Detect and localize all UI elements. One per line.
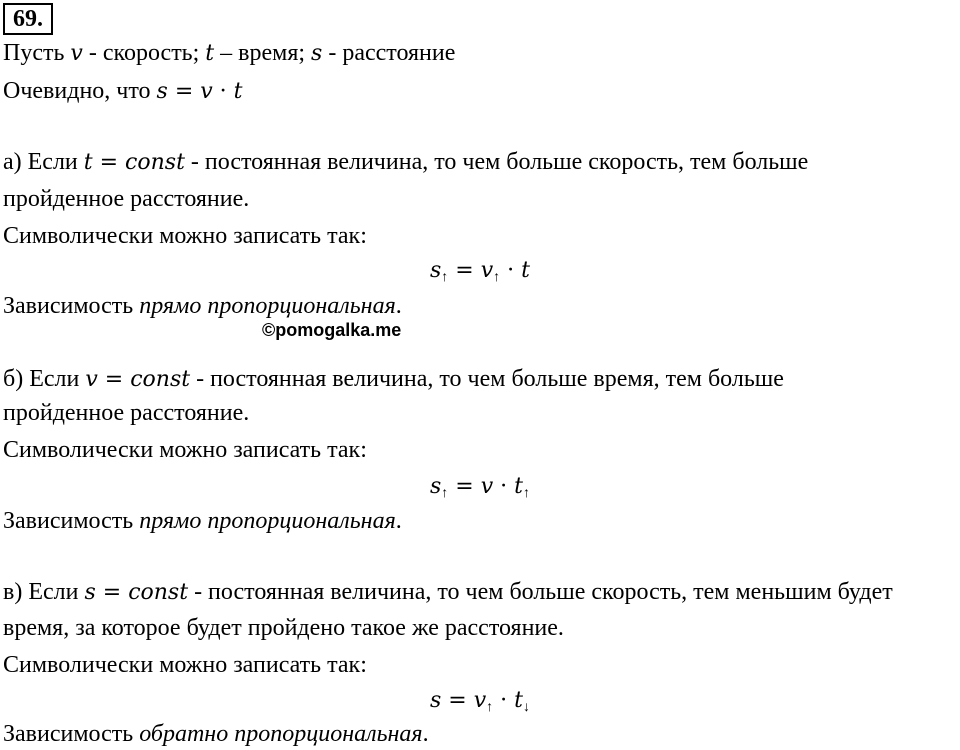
var-s: s: [311, 41, 323, 66]
formula-v: v: [480, 474, 494, 499]
part-b-eq: =: [97, 367, 131, 392]
part-b-prefix: б) Если: [3, 366, 86, 392]
dependency-end: .: [395, 293, 402, 319]
up-arrow-icon: ↑: [486, 700, 494, 715]
var-v: v: [70, 41, 83, 66]
part-c-eq: =: [95, 580, 129, 605]
intro-line-2: [3, 76, 243, 107]
formula-s: s: [156, 79, 168, 104]
part-a-symbolic: Символически можно записать так:: [3, 223, 367, 249]
part-a-line-1: [3, 147, 808, 178]
part-b-var: v: [85, 367, 98, 392]
dependency-label: Зависимость: [3, 293, 140, 319]
intro-text: Пусть: [3, 40, 71, 66]
formula-t: t: [521, 258, 530, 283]
part-c-prefix: в) Если: [3, 579, 85, 605]
part-b-dependency: [3, 506, 402, 536]
formula-s: s: [430, 474, 442, 499]
part-a-text: - постоянная величина, то чем больше скорость, тем больше: [184, 149, 809, 175]
formula-eq: =: [448, 258, 481, 283]
dependency-end: .: [422, 721, 429, 747]
part-a-formula: [430, 255, 530, 293]
part-c-symbolic: Символически можно записать так:: [3, 652, 367, 678]
formula-dot: ·: [493, 474, 515, 499]
part-c-dependency: [3, 719, 429, 749]
part-b-text: - постоянная величина, то чем больше время, тем больше: [190, 366, 784, 392]
formula-dot: ·: [493, 688, 515, 713]
dependency-value: прямо пропорциональная: [139, 508, 396, 534]
up-arrow-icon: ↑: [441, 270, 449, 285]
intro-text: Очевидно, что: [3, 78, 157, 104]
part-b-symbolic: Символически можно записать так:: [3, 437, 367, 463]
part-a-prefix: а) Если: [3, 149, 84, 175]
part-c-formula: [430, 685, 530, 723]
up-arrow-icon: ↑: [441, 486, 449, 501]
watermark: ©pomogalka.me: [262, 320, 402, 340]
formula-eq: =: [167, 79, 201, 104]
part-c-var: s: [84, 580, 96, 605]
part-c-const: const: [128, 580, 189, 605]
part-a-var: t: [83, 150, 93, 175]
formula-v: v: [200, 79, 213, 104]
part-b-line-2: пройденное расстояние.: [3, 400, 250, 426]
dependency-value: обратно пропорциональная: [139, 721, 423, 747]
intro-line-1: [3, 38, 455, 69]
intro-text: – время;: [214, 40, 312, 66]
part-a-const: const: [125, 150, 185, 175]
formula-dot: ·: [212, 79, 234, 104]
down-arrow-icon: ↓: [522, 700, 530, 715]
formula-t: t: [233, 79, 243, 104]
dependency-end: .: [395, 508, 402, 534]
formula-eq: =: [448, 474, 481, 499]
part-b-formula: [430, 471, 530, 509]
formula-eq: =: [441, 688, 474, 713]
formula-t: t: [514, 474, 523, 499]
part-a-line-2: пройденное расстояние.: [3, 186, 250, 212]
part-c-text: - постоянная величина, то чем больше скорость, тем меньшим будет: [188, 579, 893, 605]
part-b-line-1: [3, 364, 784, 395]
intro-text: - расстояние: [322, 40, 456, 66]
dependency-label: Зависимость: [3, 721, 140, 747]
part-c-line-2: время, за которое будет пройдено такое же расстояние.: [3, 615, 564, 641]
part-a-eq: =: [92, 150, 126, 175]
up-arrow-icon: ↑: [522, 486, 530, 501]
formula-s: s: [430, 258, 442, 283]
problem-number: 69.: [3, 3, 53, 35]
formula-v: v: [480, 258, 494, 283]
intro-text: - скорость;: [82, 40, 206, 66]
part-c-line-1: [3, 577, 893, 608]
formula-v: v: [473, 688, 487, 713]
part-b-const: const: [130, 367, 191, 392]
dependency-label: Зависимость: [3, 508, 140, 534]
part-a-dependency: [3, 291, 402, 321]
formula-dot: ·: [500, 258, 522, 283]
dependency-value: прямо пропорциональная: [139, 293, 396, 319]
formula-s: s: [430, 688, 442, 713]
up-arrow-icon: ↑: [493, 270, 501, 285]
var-t: t: [205, 41, 215, 66]
formula-t: t: [514, 688, 523, 713]
